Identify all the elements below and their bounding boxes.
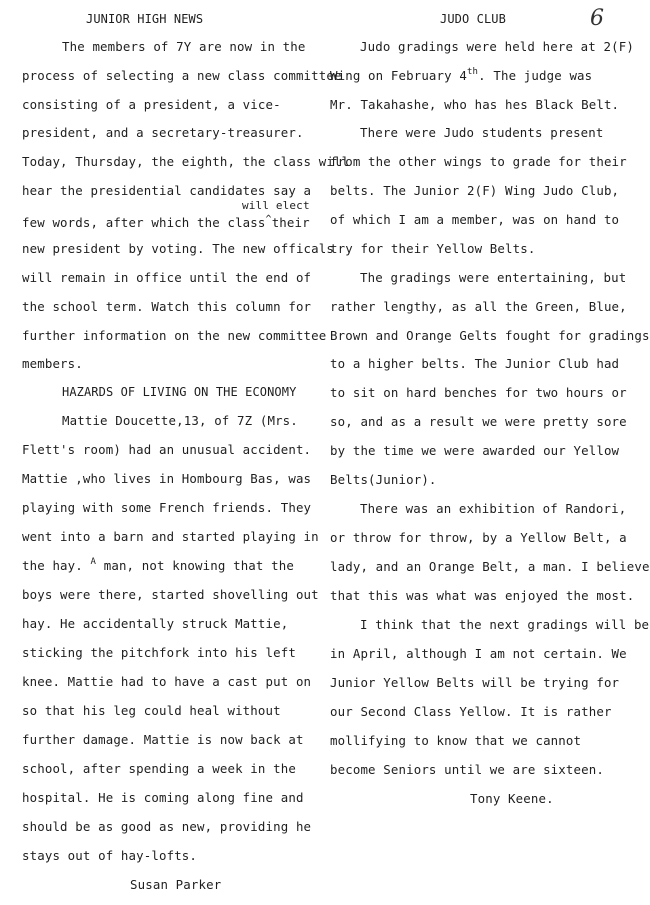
article-line [22,213,310,230]
article-line: so, and as a result we were pretty sore [330,414,627,429]
article-line: or throw for throw, by a Yellow Belt, a [330,530,627,545]
article-line: Mattie Doucette,13, of 7Z (Mrs. [62,413,298,428]
article-line: Judo gradings were held here at 2(F) [360,39,634,54]
article-line: belts. The Junior 2(F) Wing Judo Club, [330,183,620,198]
article-line: become Seniors until we are sixteen. [330,762,604,777]
article-line: boys were there, started shovelling out [22,587,319,602]
article-line: so that his leg could heal without [22,703,281,718]
signature-susan-parker: Susan Parker [130,877,222,892]
article-line-rest: man, not knowing that the [103,558,294,573]
article-line: new president by voting. The new officals [22,241,335,256]
junior-high-news-heading: JUNIOR HIGH NEWS [86,12,204,26]
article-line: knee. Mattie had to have a cast put on [22,674,312,689]
article-line: that this was what was enjoyed the most. [330,588,635,603]
article-line: There were Judo students present [360,125,604,140]
article-line: in April, although I am not certain. We [330,646,627,661]
article-line: hear the presidential candidates say a [22,183,312,198]
superscript-a: A [90,557,97,567]
insertion-caret-icon: ^ [265,214,272,225]
article-line: to a higher belts. The Junior Club had [330,356,620,371]
article-line: I think that the next gradings will be [360,617,650,632]
signature-tony-keene: Tony Keene. [470,791,554,806]
article-line: consisting of a president, a vice- [22,97,281,112]
article-line: The gradings were entertaining, but [360,270,627,285]
superscript-th: th [466,67,479,77]
article-line: went into a barn and started playing in [22,529,319,544]
article-line: by the time we were awarded our Yellow [330,443,620,458]
article-line: playing with some French friends. They [22,500,312,515]
article-line: hospital. He is coming along fine and [22,790,304,805]
article-line: Brown and Orange Gelts fought for gradings [330,328,650,343]
article-line: Flett's room) had an unusual accident. [22,442,312,457]
article-line: to sit on hard benches for two hours or [330,385,627,400]
article-line-rest: . The judge was [478,68,593,83]
article-line: further information on the new committee [22,328,327,343]
hazards-heading: HAZARDS OF LIVING ON THE ECONOMY [62,385,297,399]
article-line: from the other wings to grade for their [330,154,627,169]
handwritten-insertion: will elect [242,199,310,212]
article-line: should be as good as new, providing he [22,819,312,834]
judo-club-heading: JUDO CLUB [440,12,506,26]
article-line: sticking the pitchfork into his left [22,645,296,660]
article-line: will remain in office until the end of [22,270,312,285]
article-line: the school term. Watch this column for [22,299,312,314]
article-line [330,69,592,83]
article-line: Mattie ,who lives in Hombourg Bas, was [22,471,312,486]
article-line: Junior Yellow Belts will be trying for [330,675,620,690]
article-line-text: Wing on February 4 [330,68,467,83]
article-line: Mr. Takahashe, who has hes Black Belt. [330,97,620,112]
article-line-text: few words, after which the class [22,215,266,230]
article-line: hay. He accidentally struck Mattie, [22,616,289,631]
article-line: try for their Yellow Belts. [330,241,536,256]
article-line: process of selecting a new class committee [22,68,342,83]
article-line: lady, and an Orange Belt, a man. I believe [330,559,650,574]
article-line: stays out of hay-lofts. [22,848,198,863]
article-line: The members of 7Y are now in the [62,39,306,54]
article-line [22,559,294,573]
article-line: members. [22,356,83,371]
article-line: our Second Class Yellow. It is rather [330,704,612,719]
article-line: Today, Thursday, the eighth, the class will [22,154,350,169]
article-line: Belts(Junior). [330,472,437,487]
article-line: school, after spending a week in the [22,761,296,776]
article-line-continuation: their [271,215,310,230]
article-line: further damage. Mattie is now back at [22,732,304,747]
article-line-text: the hay. [22,558,83,573]
article-line: rather lengthy, as all the Green, Blue, [330,299,627,314]
article-line: president, and a secretary-treasurer. [22,125,304,140]
article-line: of which I am a member, was on hand to [330,212,620,227]
page-number: 6 [590,6,604,31]
article-line: There was an exhibition of Randori, [360,501,627,516]
article-line: mollifying to know that we cannot [330,733,582,748]
